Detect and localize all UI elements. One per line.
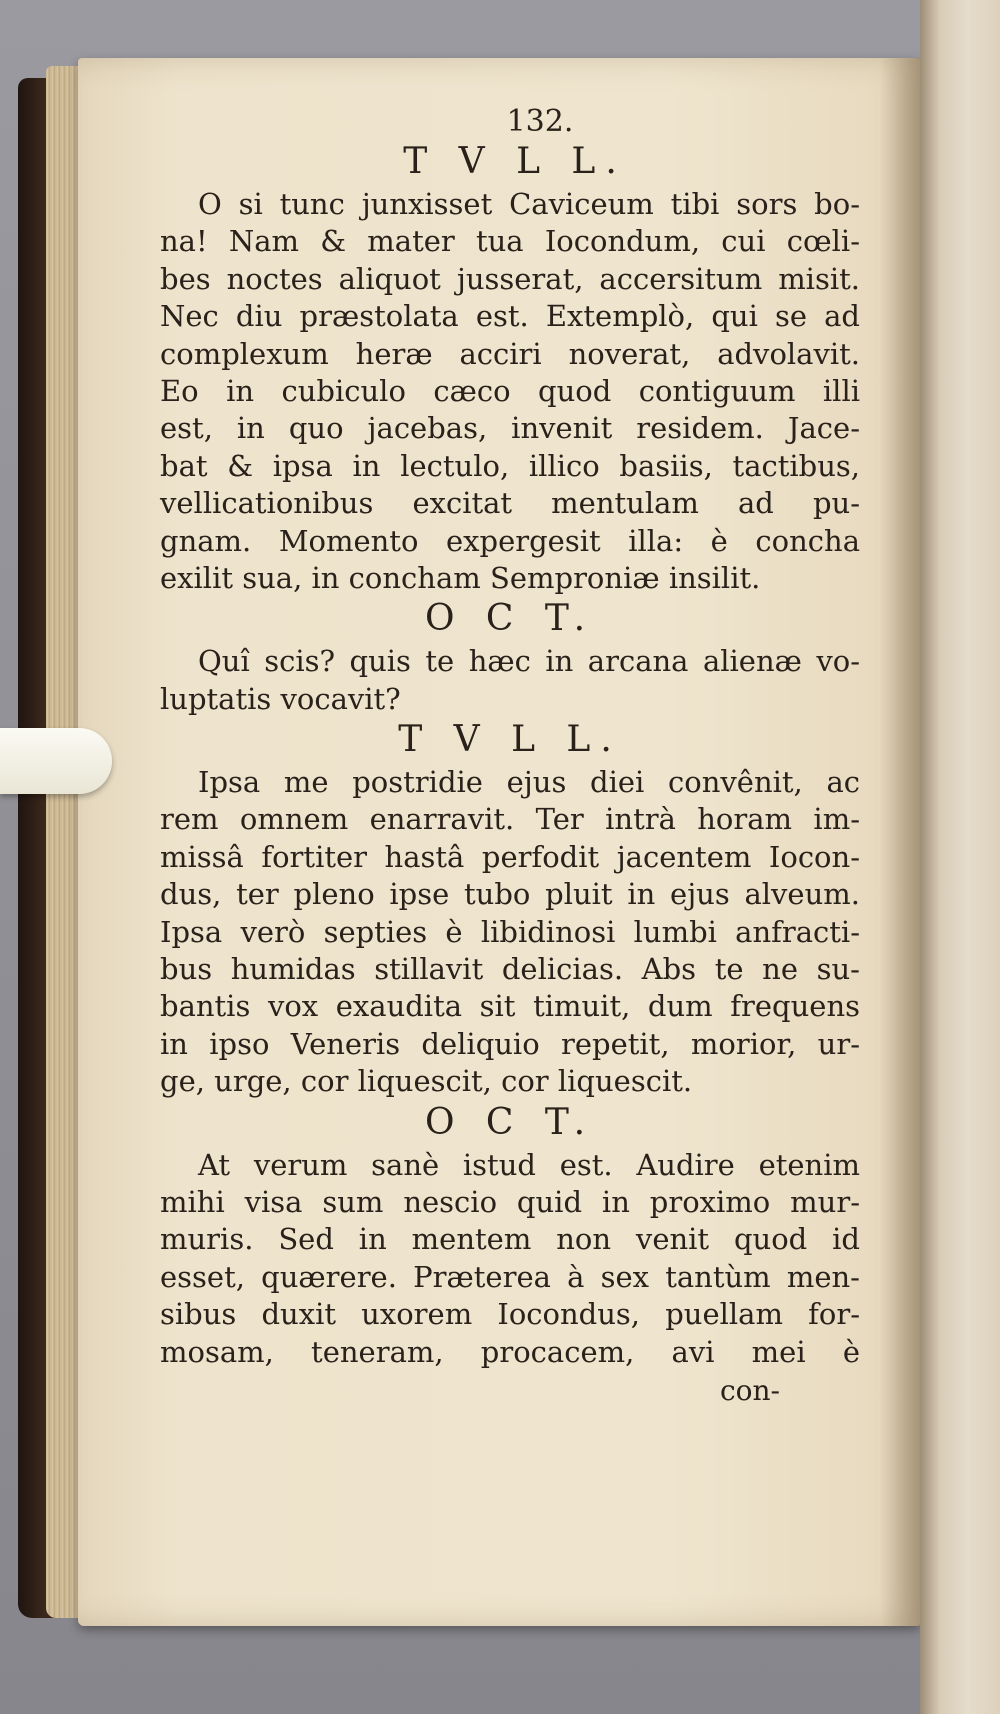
text-line: vellicationibus excitat mentulam ad pu- bbox=[160, 486, 860, 521]
text-line: gnam. Momento expergesit illa: è concha bbox=[160, 523, 860, 558]
text-line: sibus duxit uxorem Iocondus, puellam for- bbox=[160, 1297, 860, 1332]
section-2 bbox=[160, 597, 860, 718]
text-line: bantis vox exaudita sit timuit, dum frequens bbox=[160, 989, 860, 1024]
page-text bbox=[160, 104, 860, 1411]
section-4 bbox=[160, 1101, 860, 1371]
text-line: Eo in cubiculo cæco quod contiguum illi bbox=[160, 373, 860, 408]
text-line: est, in quo jacebas, invenit residem. Jace- bbox=[160, 411, 860, 446]
speaker-heading: T V L L. bbox=[398, 719, 622, 761]
text-line: At verum sanè istud est. Audire etenim bbox=[198, 1147, 860, 1182]
text-line: missâ fortiter hastâ perfodit jacentem Iocon- bbox=[160, 839, 860, 874]
text-line: muris. Sed in mentem non venit quod id bbox=[160, 1222, 860, 1257]
text-line: esset, quærere. Præterea à sex tantùm men- bbox=[160, 1259, 860, 1294]
text-line: mihi visa sum nescio quid in proximo mur- bbox=[160, 1184, 860, 1219]
section-1 bbox=[160, 140, 860, 597]
text-line: Ipsa verò septies è libidinosi lumbi anfracti- bbox=[160, 914, 860, 949]
page-number: 132. bbox=[506, 104, 574, 139]
text-line: complexum heræ acciri noverat, advolavit. bbox=[160, 336, 860, 371]
text-line: in ipso Veneris deliquio repetit, morior, ur- bbox=[160, 1026, 860, 1061]
text-line: Ipsa me postridie ejus diei convênit, ac bbox=[198, 765, 860, 800]
section-3 bbox=[160, 718, 860, 1101]
speaker-heading: O C T. bbox=[424, 598, 596, 640]
catchword: con- bbox=[719, 1373, 780, 1407]
text-line: bus humidas stillavit delicias. Abs te ne su- bbox=[160, 952, 860, 987]
speaker-heading: T V L L. bbox=[403, 141, 627, 182]
text-line: mosam, teneram, procacem, avi mei è bbox=[160, 1334, 860, 1369]
text-line: bes noctes aliquot jusserat, accersitum misit. bbox=[160, 261, 860, 296]
text-line: ge, urge, cor liquescit, cor liquescit. bbox=[160, 1064, 693, 1099]
facing-page bbox=[920, 0, 1000, 1714]
text-line: luptatis vocavit? bbox=[160, 681, 401, 716]
text-line: bat & ipsa in lectulo, illico basiis, tactibus, bbox=[160, 448, 860, 483]
text-line: exilit sua, in concham Semproniæ insilit. bbox=[160, 560, 761, 595]
text-line: Quî scis? quis te hæc in arcana alienæ vo- bbox=[198, 644, 860, 679]
page-gutter-shadow bbox=[880, 58, 922, 1626]
speaker-heading: O C T. bbox=[424, 1101, 596, 1143]
text-line: na! Nam & mater tua Iocondum, cui cœli- bbox=[160, 224, 860, 259]
text-line: rem omnem enarravit. Ter intrà horam im- bbox=[160, 802, 860, 837]
text-line: Nec diu præstolata est. Extemplò, qui se ad bbox=[160, 299, 860, 334]
text-line: O si tunc junxisset Caviceum tibi sors bo- bbox=[198, 187, 860, 221]
text-line: dus, ter pleno ipse tubo pluit in ejus alveum. bbox=[160, 877, 860, 912]
page-holder-clip bbox=[0, 728, 112, 794]
